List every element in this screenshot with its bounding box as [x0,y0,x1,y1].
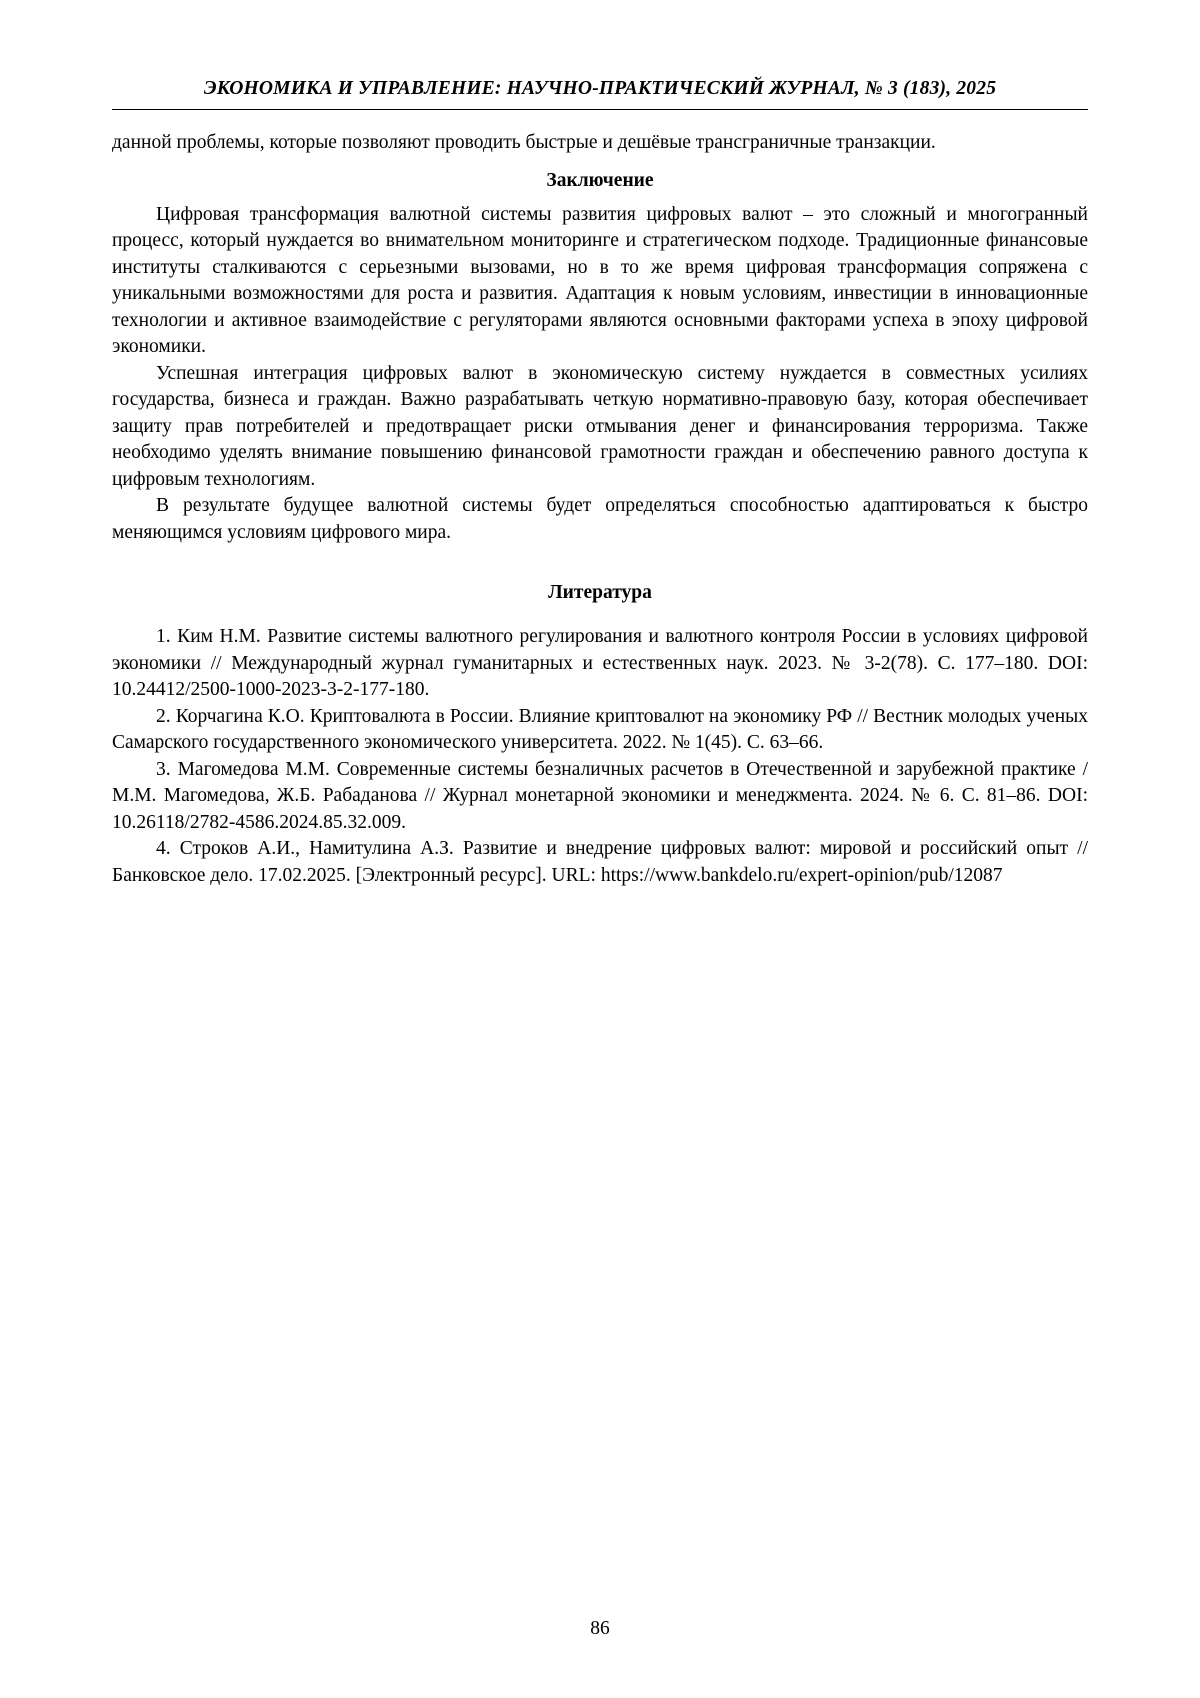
section-heading-conclusion: Заключение [546,169,654,191]
reference-item-4: 4. Строков А.И., Намитулина А.З. Развитие и внедрение цифровых валют: мировой и российский опыт // Банковское дело. 17.02.2025. [Электронный ресурс]. URL: https://www.bankdelo.ru/expert-opinion/pub/12087 [112,838,1088,886]
reference-item-2: 2. Корчагина К.О. Криптовалюта в России. Влияние криптовалют на экономику РФ // Вестник молодых ученых Самарского государственного экономического университета. 2022. № 1(45). С. 63–66. [112,705,1088,754]
running-head: ЭКОНОМИКА И УПРАВЛЕНИЕ: НАУЧНО-ПРАКТИЧЕСКИЙ ЖУРНАЛ, № 3 (183), 2025 [112,78,1088,110]
conclusion-paragraph-2: Успешная интеграция цифровых валют в экономическую систему нуждается в совместных усилиях государства, бизнеса и граждан. Важно разрабатывать четкую нормативно-правовую базу, которая обеспечивает защиту прав потребителей и предотвращает риски отмывания денег и финансирования терроризма. Также необходимо уделять внимание повышению финансовой грамотности граждан и обеспечению равного доступа к цифровым технологиям. [112,362,1088,490]
references-list [112,624,1088,889]
section-heading-references: Литература [548,582,652,604]
conclusion-paragraph-1: Цифровая трансформация валютной системы развития цифровых валют – это сложный и многогранный процесс, который нуждается во внимательном мониторинге и стратегическом подходе. Традиционные финансовые институты сталкиваются с серьезными вызовами, но в то же время цифровая трансформация сопряжена с уникальными возможностями для роста и развития. Адаптация к новым условиям, инвестиции в инновационные технологии и активное взаимодействие с регуляторами являются основными факторами успеха в эпоху цифровой экономики. [112,203,1088,358]
reference-item-1: 1. Ким Н.М. Развитие системы валютного регулирования и валютного контроля России в условиях цифровой экономики // Международный журнал гуманитарных и естественных наук. 2023. № 3-2(78). С. 177–180. DOI: 10.24412/2500-1000-2023-3-2-177-180. [112,626,1088,701]
reference-item-3: 3. Магомедова М.М. Современные системы безналичных расчетов в Отечественной и зарубежной практике / М.М. Магомедова, Ж.Б. Рабаданова // Журнал монетарной экономики и менеджмента. 2024. № 6. С. 81–86. DOI: 10.26118/2782-4586.2024.85.32.009. [112,758,1088,833]
continued-paragraph: данной проблемы, которые позволяют проводить быстрые и дешёвые трансграничные транзакции. [112,132,936,153]
page-number: 86 [590,1618,610,1639]
conclusion-paragraph-3: В результате будущее валютной системы будет определяться способностью адаптироваться к быстро меняющимся условиям цифрового мира. [112,495,1088,543]
